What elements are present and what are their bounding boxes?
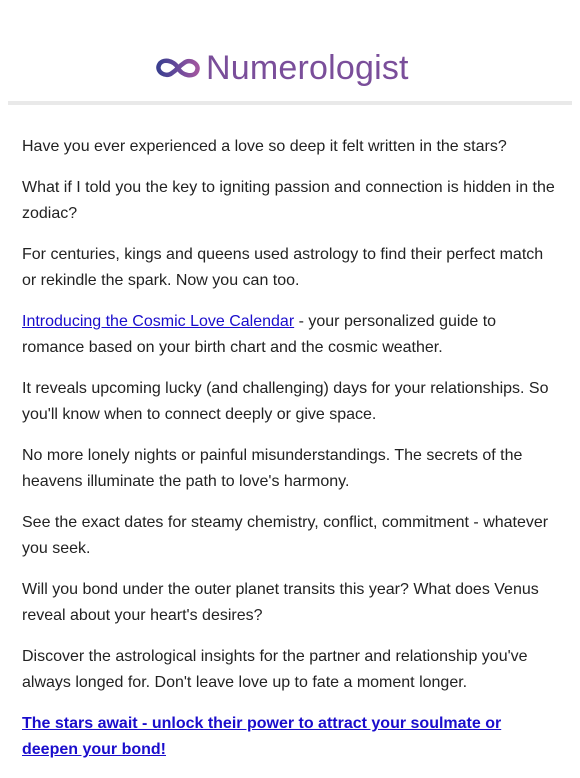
paragraph-venus: Will you bond under the outer planet transits this year? What does Venus reveal about your heart's desires? bbox=[22, 581, 539, 624]
email-header bbox=[0, 0, 580, 104]
cosmic-love-calendar-link[interactable]: Introducing the Cosmic Love Calendar bbox=[22, 313, 295, 330]
paragraph-discover: Discover the astrological insights for the partner and relationship you've always longed for. Don't leave love up to fate a moment longer. bbox=[22, 648, 528, 691]
paragraph-history: For centuries, kings and queens used astrology to find their perfect match or rekindle the spark. Now you can too. bbox=[22, 246, 544, 289]
paragraph-intro: Have you ever experienced a love so deep it felt written in the stars? bbox=[22, 138, 507, 155]
paragraph-dates: See the exact dates for steamy chemistry, conflict, commitment - whatever you seek. bbox=[22, 514, 549, 557]
numerologist-logo[interactable] bbox=[154, 46, 409, 90]
paragraph-introducing bbox=[22, 309, 556, 361]
infinity-icon bbox=[154, 54, 202, 82]
paragraph-reveals: It reveals upcoming lucky (and challenging) days for your relationships. So you'll know when to connect deeply or give space. bbox=[22, 380, 549, 423]
email-body bbox=[22, 134, 556, 778]
header-divider bbox=[8, 101, 572, 105]
logo-wordmark: Numerologist bbox=[206, 49, 409, 87]
paragraph-no-more: No more lonely nights or painful misunderstandings. The secrets of the heavens illuminate the path to love's harmony. bbox=[22, 447, 523, 490]
cta-paragraph bbox=[22, 711, 556, 763]
cta-link[interactable]: The stars await - unlock their power to attract your soulmate or deepen your bond! bbox=[22, 715, 502, 758]
paragraph-zodiac: What if I told you the key to igniting passion and connection is hidden in the zodiac? bbox=[22, 179, 555, 222]
paragraph-introducing-text: - your personalized guide to romance based on your birth chart and the cosmic weather. bbox=[22, 313, 497, 356]
